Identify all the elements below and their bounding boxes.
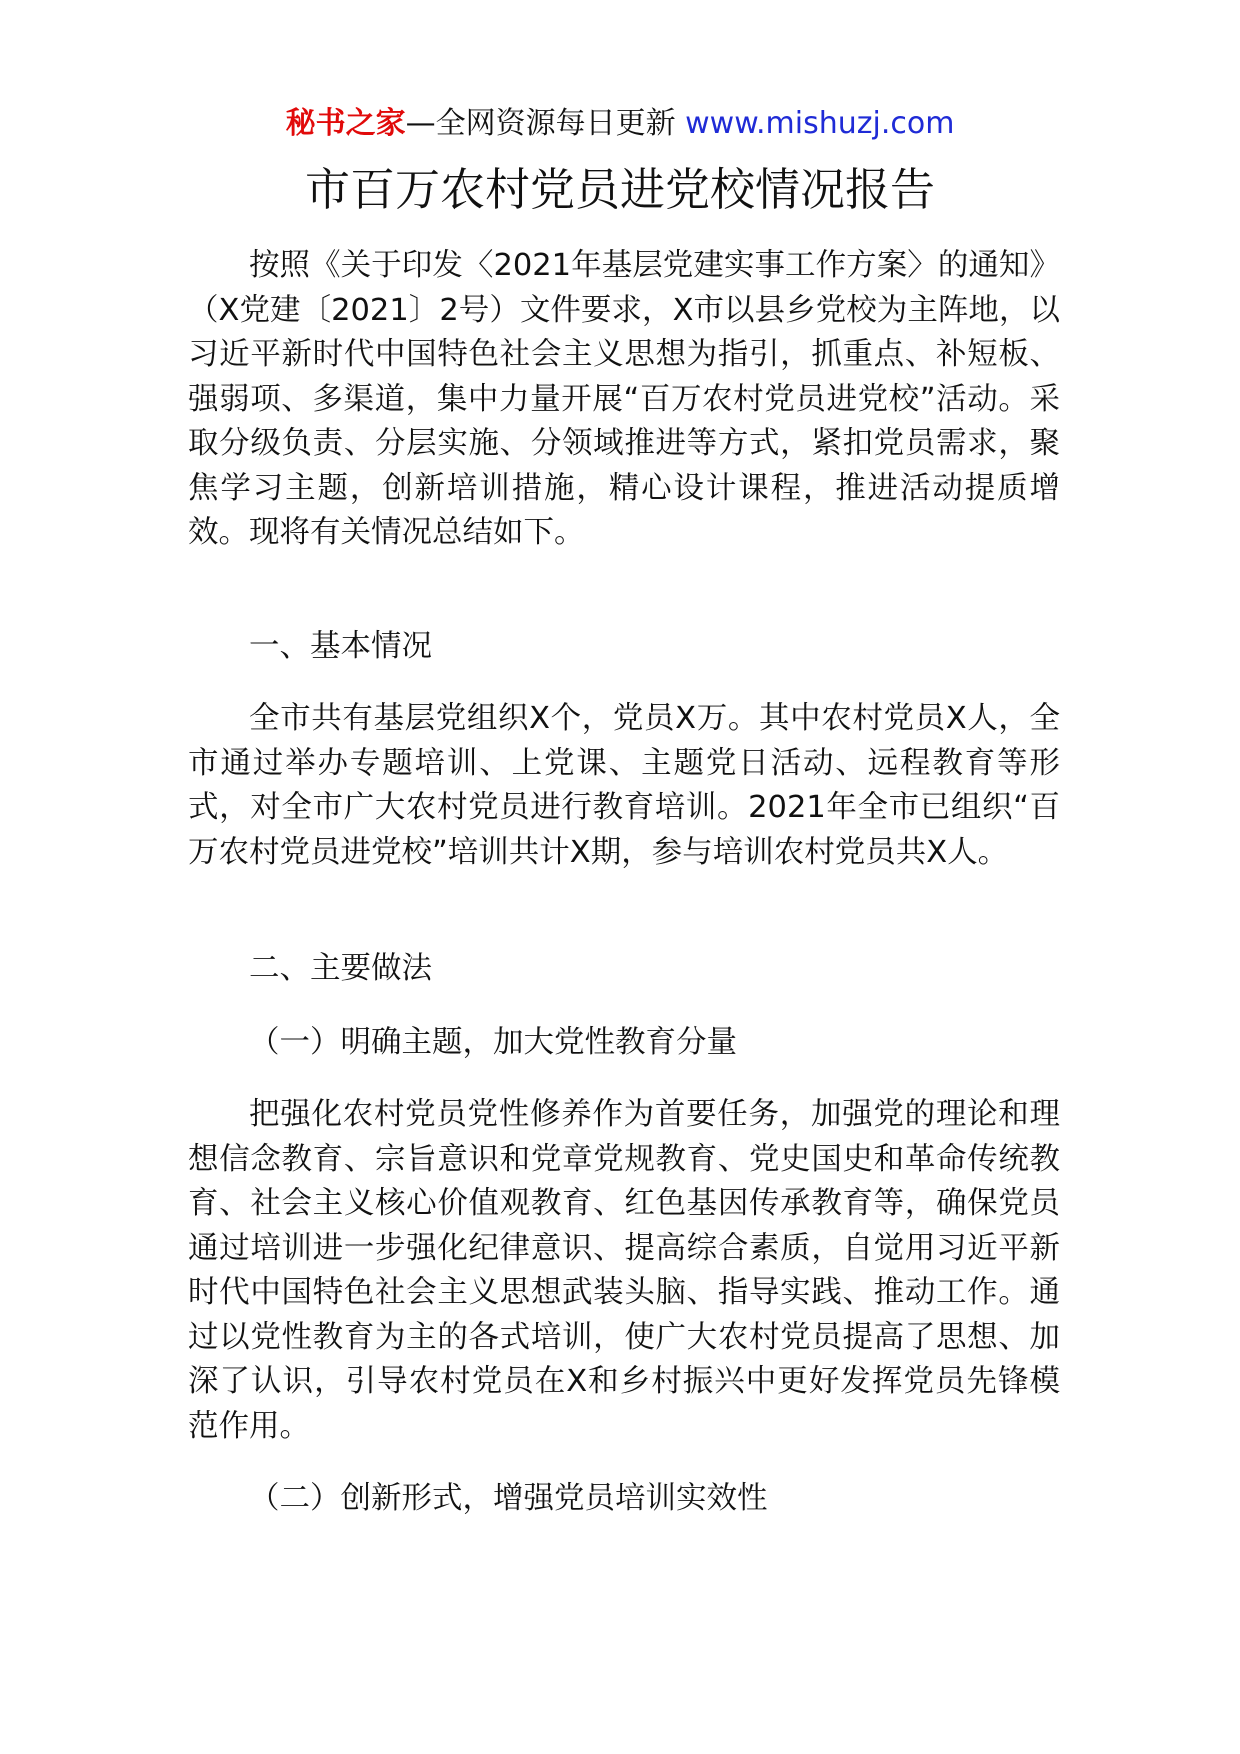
subsection-heading-innovation: （二）创新形式，增强党员培训实效性 xyxy=(249,1481,768,1516)
section-heading-basic-situation: 一、基本情况 xyxy=(249,629,432,664)
subsection-heading-theme: （一）明确主题，加大党性教育分量 xyxy=(249,1025,737,1060)
theme-paragraph: 把强化农村党员党性修养作为首要任务，加强党的理论和理想信念教育、宗旨意识和党章党规教育、党史国史和革命传统教育、社会主义核心价值观教育、红色基因传承教育等，确保党员通过培训进一步强化纪律意识、提高综合素质，自觉用习近平新时代中国特色社会主义思想武装头脑、指导实践、推动工作。通过以党性教育为主的各式培训，使广大农村党员提高了思想、加深了认识，引导农村党员在X和乡村振兴中更好发挥党员先锋模范作用。 xyxy=(188,1097,1060,1444)
site-brand: 秘书之家 xyxy=(285,106,406,141)
site-slogan: —全网资源每日更新 xyxy=(405,106,676,141)
document-title: 市百万农村党员进党校情况报告 xyxy=(304,163,935,216)
intro-paragraph: 按照《关于印发〈2021年基层党建实事工作方案〉的通知》（X党建〔2021〕2号）文件要求，X市以县乡党校为主阵地，以习近平新时代中国特色社会主义思想为指引，抓重点、补短板、强弱项、多渠道，集中力量开展“百万农村党员进党校”活动。采取分级负责、分层实施、分领域推进等方式，紧扣党员需求，聚焦学习主题，创新培训措施，精心设计课程，推进活动提质增效。现将有关情况总结如下。 xyxy=(188,248,1060,550)
site-url-link[interactable]: www.mishuzj.com xyxy=(685,106,955,141)
site-header xyxy=(0,104,1240,144)
section-heading-main-practices: 二、主要做法 xyxy=(249,951,432,986)
basic-situation-paragraph: 全市共有基层党组织X个，党员X万。其中农村党员X人，全市通过举办专题培训、上党课、主题党日活动、远程教育等形式，对全市广大农村党员进行教育培训。2021年全市已组织“百万农村党员进党校”培训共计X期，参与培训农村党员共X人。 xyxy=(188,701,1060,870)
